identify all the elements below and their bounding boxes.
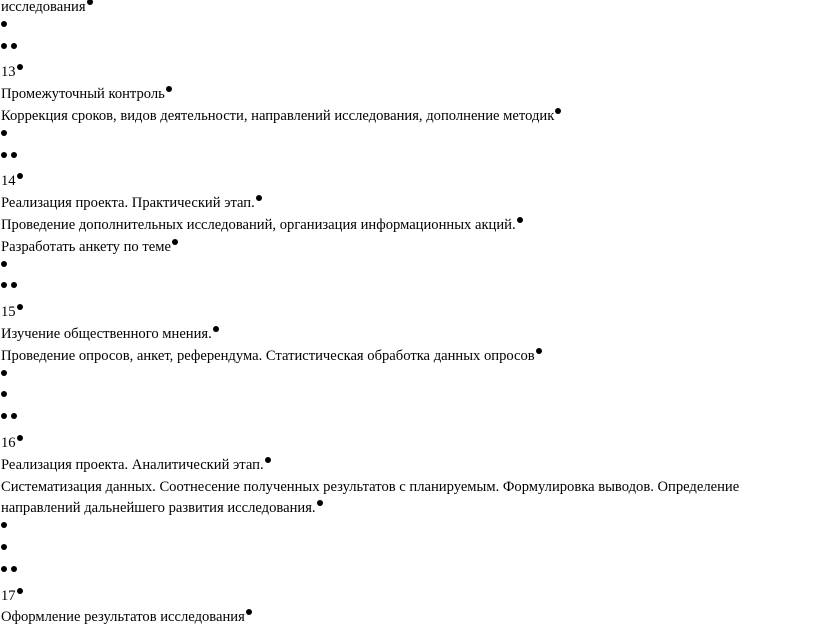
stage-title: Реализация проекта. Практический этап. <box>0 193 816 215</box>
bullet-icon <box>536 348 542 354</box>
bullet-icon <box>1 566 7 572</box>
bullet-icon <box>1 544 7 550</box>
bullet-icon <box>246 609 252 615</box>
row-number: 16 <box>0 433 816 455</box>
stage-description: Систематизация данных. Соотнесение полученных результатов с планируемым. Формулировка выводов. Определение направлений дальнейшего развития исследования. <box>1 478 740 517</box>
bullet-icon <box>1 413 7 419</box>
bullet-icon <box>317 500 323 506</box>
bullet-icon <box>17 588 23 594</box>
bullet-line <box>0 259 816 281</box>
bullet-icon <box>1 152 7 158</box>
bullet-icon <box>17 173 23 179</box>
stage-title: Оформление результатов исследования <box>0 607 816 629</box>
bullet-icon <box>11 43 17 49</box>
bullet-icon <box>87 0 93 5</box>
bullet-icon <box>17 64 23 70</box>
bullet-icon <box>517 217 523 223</box>
text-line: исследования <box>0 0 816 19</box>
bullet-line <box>0 520 816 542</box>
stage-title: Промежуточный контроль <box>0 84 816 106</box>
bullet-icon <box>213 326 219 332</box>
bullet-icon <box>172 239 178 245</box>
bullet-icon <box>265 457 271 463</box>
bullet-icon <box>17 304 23 310</box>
bullet-line <box>0 389 816 411</box>
bullet-icon <box>11 282 17 288</box>
stage-description: Коррекция сроков, видов деятельности, направлений исследования, дополнение методик <box>0 106 816 128</box>
bullet-icon <box>11 566 17 572</box>
bullet-icon <box>1 261 7 267</box>
bullet-icon <box>17 435 23 441</box>
bullet-icon <box>555 108 561 114</box>
row-number: 17 <box>0 586 816 608</box>
stage-description: Проведение дополнительных исследований, организация информационных акций. <box>0 215 816 237</box>
bullet-icon <box>166 86 172 92</box>
bullet-line <box>0 41 816 63</box>
bullet-icon <box>1 21 7 27</box>
bullet-icon <box>256 195 262 201</box>
bullet-line <box>0 542 816 564</box>
bullet-icon <box>11 413 17 419</box>
bullet-line <box>0 368 816 390</box>
bullet-icon <box>1 130 7 136</box>
stage-description: Проведение опросов, анкет, референдума. Статистическая обработка данных опросов <box>0 346 816 368</box>
bullet-icon <box>1 282 7 288</box>
bullet-icon <box>1 391 7 397</box>
stage-title: Реализация проекта. Аналитический этап. <box>0 455 816 477</box>
row-number: 15 <box>0 302 816 324</box>
bullet-line <box>0 280 816 302</box>
row-number: 13 <box>0 62 816 84</box>
bullet-icon <box>1 522 7 528</box>
bullet-icon <box>11 152 17 158</box>
bullet-line <box>0 150 816 172</box>
row-number: 14 <box>0 171 816 193</box>
bullet-line <box>0 19 816 41</box>
bullet-icon <box>1 370 7 376</box>
bullet-line <box>0 564 816 586</box>
bullet-icon <box>1 43 7 49</box>
bullet-line <box>0 128 816 150</box>
stage-title: Изучение общественного мнения. <box>0 324 816 346</box>
bullet-line <box>0 411 816 433</box>
stage-task: Разработать анкету по теме <box>0 237 816 259</box>
